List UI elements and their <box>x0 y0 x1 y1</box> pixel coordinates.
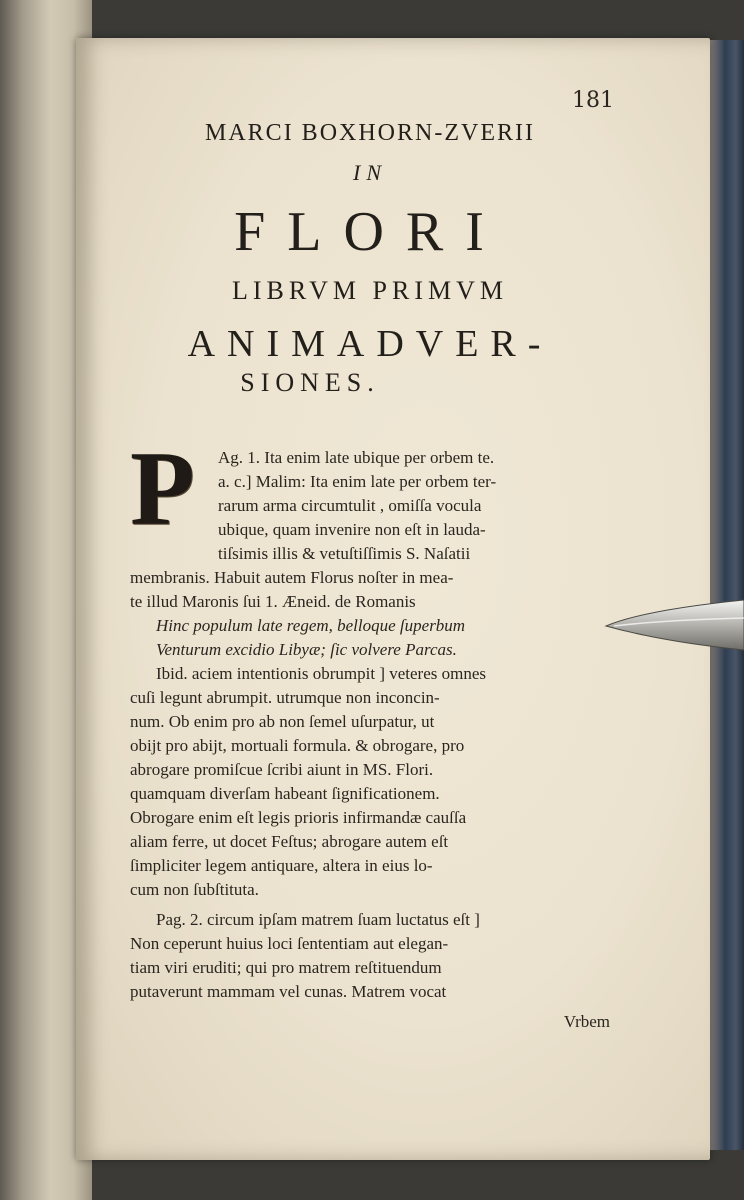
page-number: 181 <box>572 88 614 113</box>
body-line: rarum arma circumtulit , omiſſa vocula <box>218 496 482 515</box>
title-flori: FLORI <box>234 201 506 263</box>
title-siones: SIONES. <box>240 368 380 397</box>
title-in: IN <box>353 160 387 185</box>
body-line: Non ceperunt huius loci ſententiam aut elegan- <box>130 934 449 953</box>
catchword: Vrbem <box>563 1012 610 1031</box>
drop-cap: P <box>130 430 195 547</box>
verse-line: Venturum excidio Libyæ; ſic volvere Parcas. <box>156 640 457 659</box>
body-line: num. Ob enim pro ab non ſemel uſurpatur, ut <box>130 712 435 731</box>
verse-line: Hinc populum late regem, belloque ſuperbum <box>156 616 466 635</box>
body-line: cum non ſubſtituta. <box>130 880 259 899</box>
title-librum-primum: LIBRVM PRIMVM <box>231 276 508 305</box>
body-line: a. c.] Malim: Ita enim late per orbem ter- <box>218 472 497 491</box>
body-line: obijt pro abijt, mortuali formula. & obrogare, pro <box>130 736 465 755</box>
body-line: Obrogare enim eſt legis prioris infirmandæ cauſſa <box>130 808 467 827</box>
body-line: Ibid. aciem intentionis obrumpit ] veteres omnes <box>156 664 487 683</box>
body-line: Pag. 2. circum ipſam matrem ſuam luctatus eſt ] <box>156 910 480 929</box>
body-line: putaverunt mammam vel cunas. Matrem vocat <box>130 982 447 1001</box>
body-line: te illud Maronis ſui 1. Æneid. de Romanis <box>130 592 416 611</box>
body-line: ubique, quam invenire non eſt in lauda- <box>218 520 486 539</box>
body-line: membranis. Habuit autem Florus noſter in mea- <box>130 568 454 587</box>
title-animadver: ANIMADVER- <box>187 323 553 365</box>
body-line: tiſsimis illis & vetuſtiſſimis S. Naſatii <box>218 544 471 563</box>
body-line: abrogare promiſcue ſcribi aiunt in MS. Flori. <box>130 760 434 779</box>
body-line: tiam viri eruditi; qui pro matrem reſtituendum <box>130 958 442 977</box>
title-author: MARCI BOXHORN-ZVERII <box>205 120 535 146</box>
body-line: Ag. 1. Ita enim late ubique per orbem te. <box>218 448 495 467</box>
page-pointer-blade <box>604 592 744 654</box>
body-line: cuſi legunt abrumpit. utrumque non inconcin- <box>130 688 440 707</box>
body-line: aliam ferre, ut docet Feſtus; abrogare autem eſt <box>130 832 449 851</box>
body-line: quamquam diverſam habeant ſignificationem. <box>130 784 440 803</box>
body-line: ſimpliciter legem antiquare, altera in eius lo- <box>130 856 433 875</box>
